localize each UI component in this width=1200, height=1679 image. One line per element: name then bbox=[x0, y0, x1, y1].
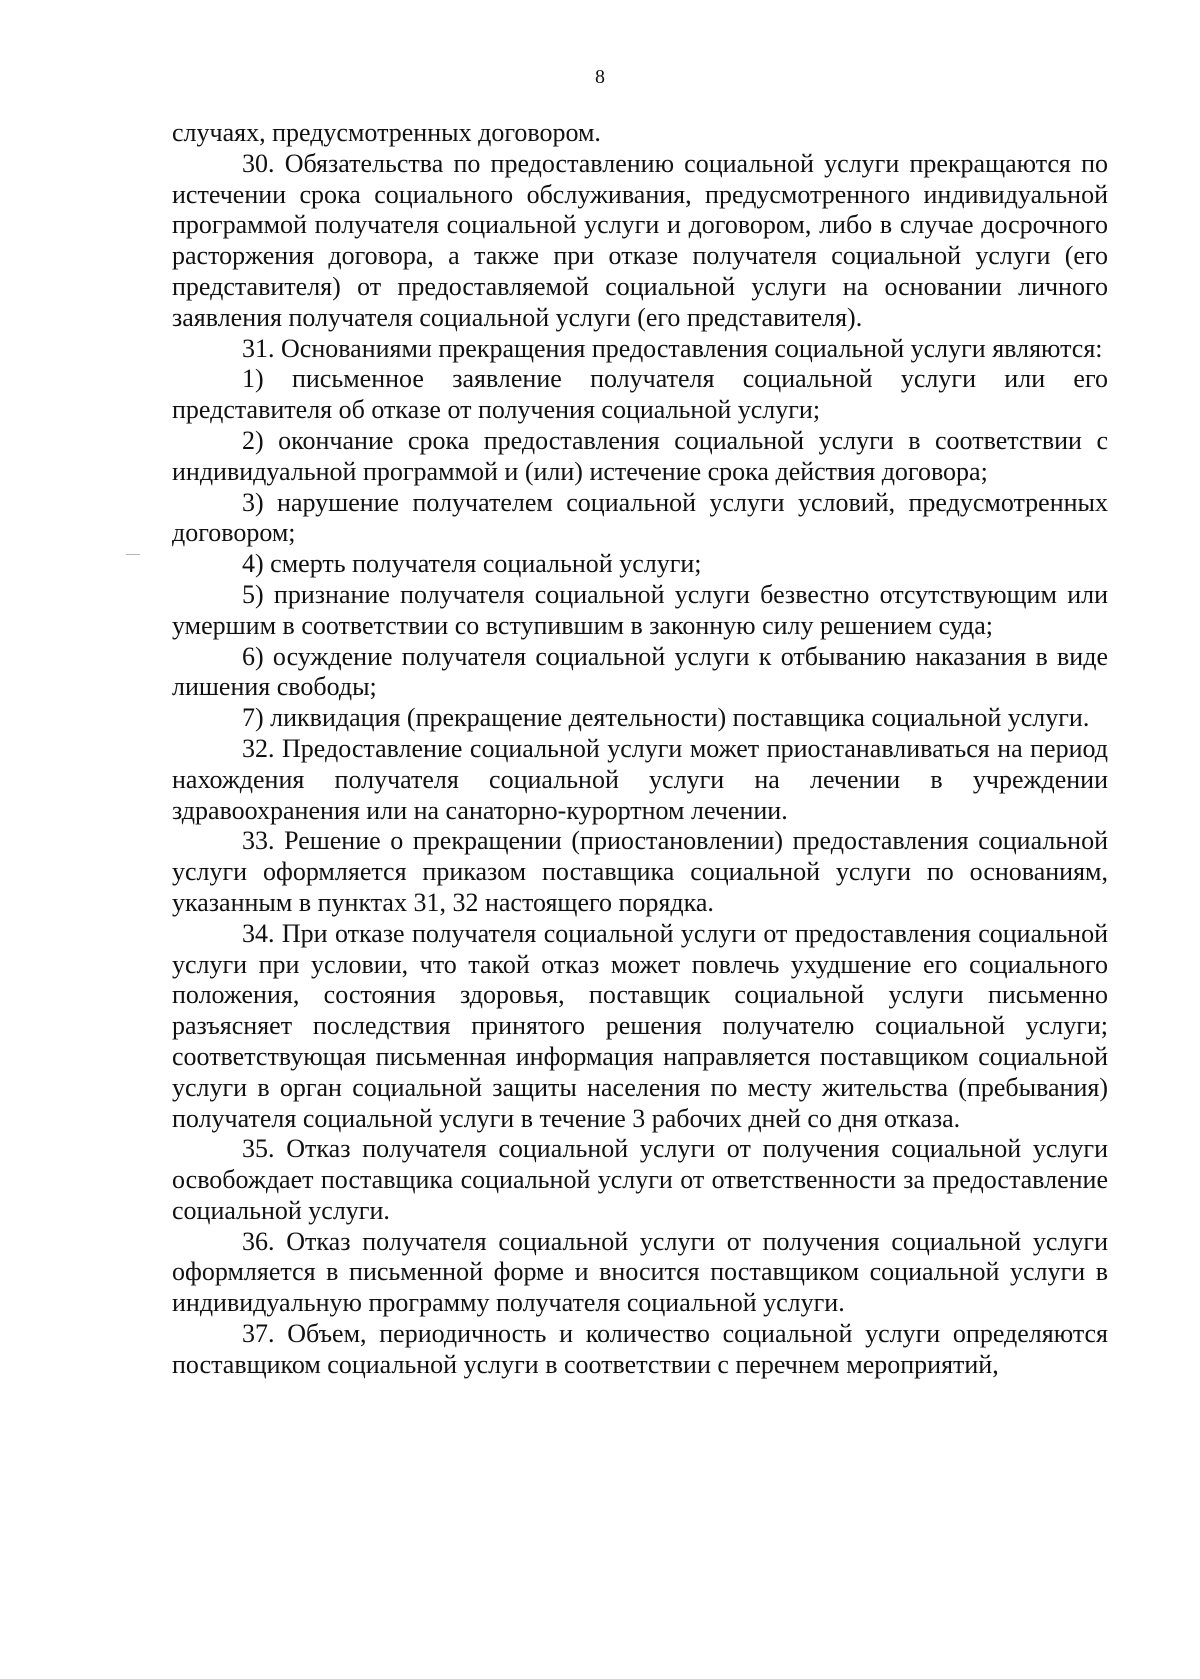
page-number: 8 bbox=[595, 66, 605, 88]
list-item-5: 5) признание получателя социальной услуги безвестно отсутствующим или умершим в соответствии со вступившим в законную силу решением суда; bbox=[172, 579, 1108, 640]
document-body bbox=[172, 118, 1108, 1381]
paragraph-continuation: случаях, предусмотренных договором. bbox=[172, 118, 601, 147]
list-item-7: 7) ликвидация (прекращение деятельности) поставщика социальной услуги. bbox=[242, 703, 1090, 733]
list-item-1: 1) письменное заявление получателя социальной услуги или его представителя об отказе от получения социальной услуги; bbox=[172, 364, 1108, 425]
list-item-2: 2) окончание срока предоставления социальной услуги в соответствии с индивидуальной программой и (или) истечение срока действия договора; bbox=[172, 425, 1108, 486]
paragraph-34: 34. При отказе получателя социальной услуги от предоставления социальной услуги при условии, что такой отказ может повлечь ухудшение его социального положения, состояния здоровья, поставщик социальной услуги письменно разъясняет последствия принятого решения получателю социальной услуги; соответствующая письменная информация направляется поставщиком социальной услуги в орган социальной защиты населения по месту жительства (пребывания) получателя социальной услуги в течение 3 рабочих дней со дня отказа. bbox=[172, 918, 1108, 1133]
paragraph-32: 32. Предоставление социальной услуги может приостанавливаться на период нахождения получателя социальной услуги на лечении в учреждении здравоохранения или на санаторно-курортном лечении. bbox=[172, 733, 1108, 825]
list-item-4: 4) смерть получателя социальной услуги; bbox=[242, 549, 702, 579]
paragraph-30: 30. Обязательства по предоставлению социальной услуги прекращаются по истечении срока социального обслуживания, предусмотренного индивидуальной программой получателя социальной услуги и договором, либо в случае досрочного расторжения договора, а также при отказе получателя социальной услуги (его представителя) от предоставляемой социальной услуги на основании личного заявления получателя социальной услуги (его представителя). bbox=[172, 148, 1108, 332]
list-item-3: 3) нарушение получателем социальной услуги условий, предусмотренных договором; bbox=[172, 487, 1108, 548]
paragraph-31: 31. Основаниями прекращения предоставления социальной услуги являются: bbox=[242, 333, 1103, 363]
margin-mark bbox=[126, 554, 140, 555]
paragraph-35: 35. Отказ получателя социальной услуги от получения социальной услуги освобождает поставщика социальной услуги от ответственности за предоставление социальной услуги. bbox=[172, 1134, 1108, 1225]
paragraph-36: 36. Отказ получателя социальной услуги от получения социальной услуги оформляется в письменной форме и вносится поставщиком социальной услуги в индивидуальную программу получателя социальной услуги. bbox=[172, 1226, 1108, 1318]
paragraph-33: 33. Решение о прекращении (приостановлении) предоставления социальной услуги оформляется приказом поставщика социальной услуги по основаниям, указанным в пунктах 31, 32 настоящего порядка. bbox=[172, 826, 1108, 917]
list-item-6: 6) осуждение получателя социальной услуги к отбыванию наказания в виде лишения свободы; bbox=[172, 641, 1108, 702]
paragraph-37: 37. Объем, периодичность и количество социальной услуги определяются поставщиком социальной услуги в соответствии с перечнем мероприятий, bbox=[172, 1319, 1108, 1379]
